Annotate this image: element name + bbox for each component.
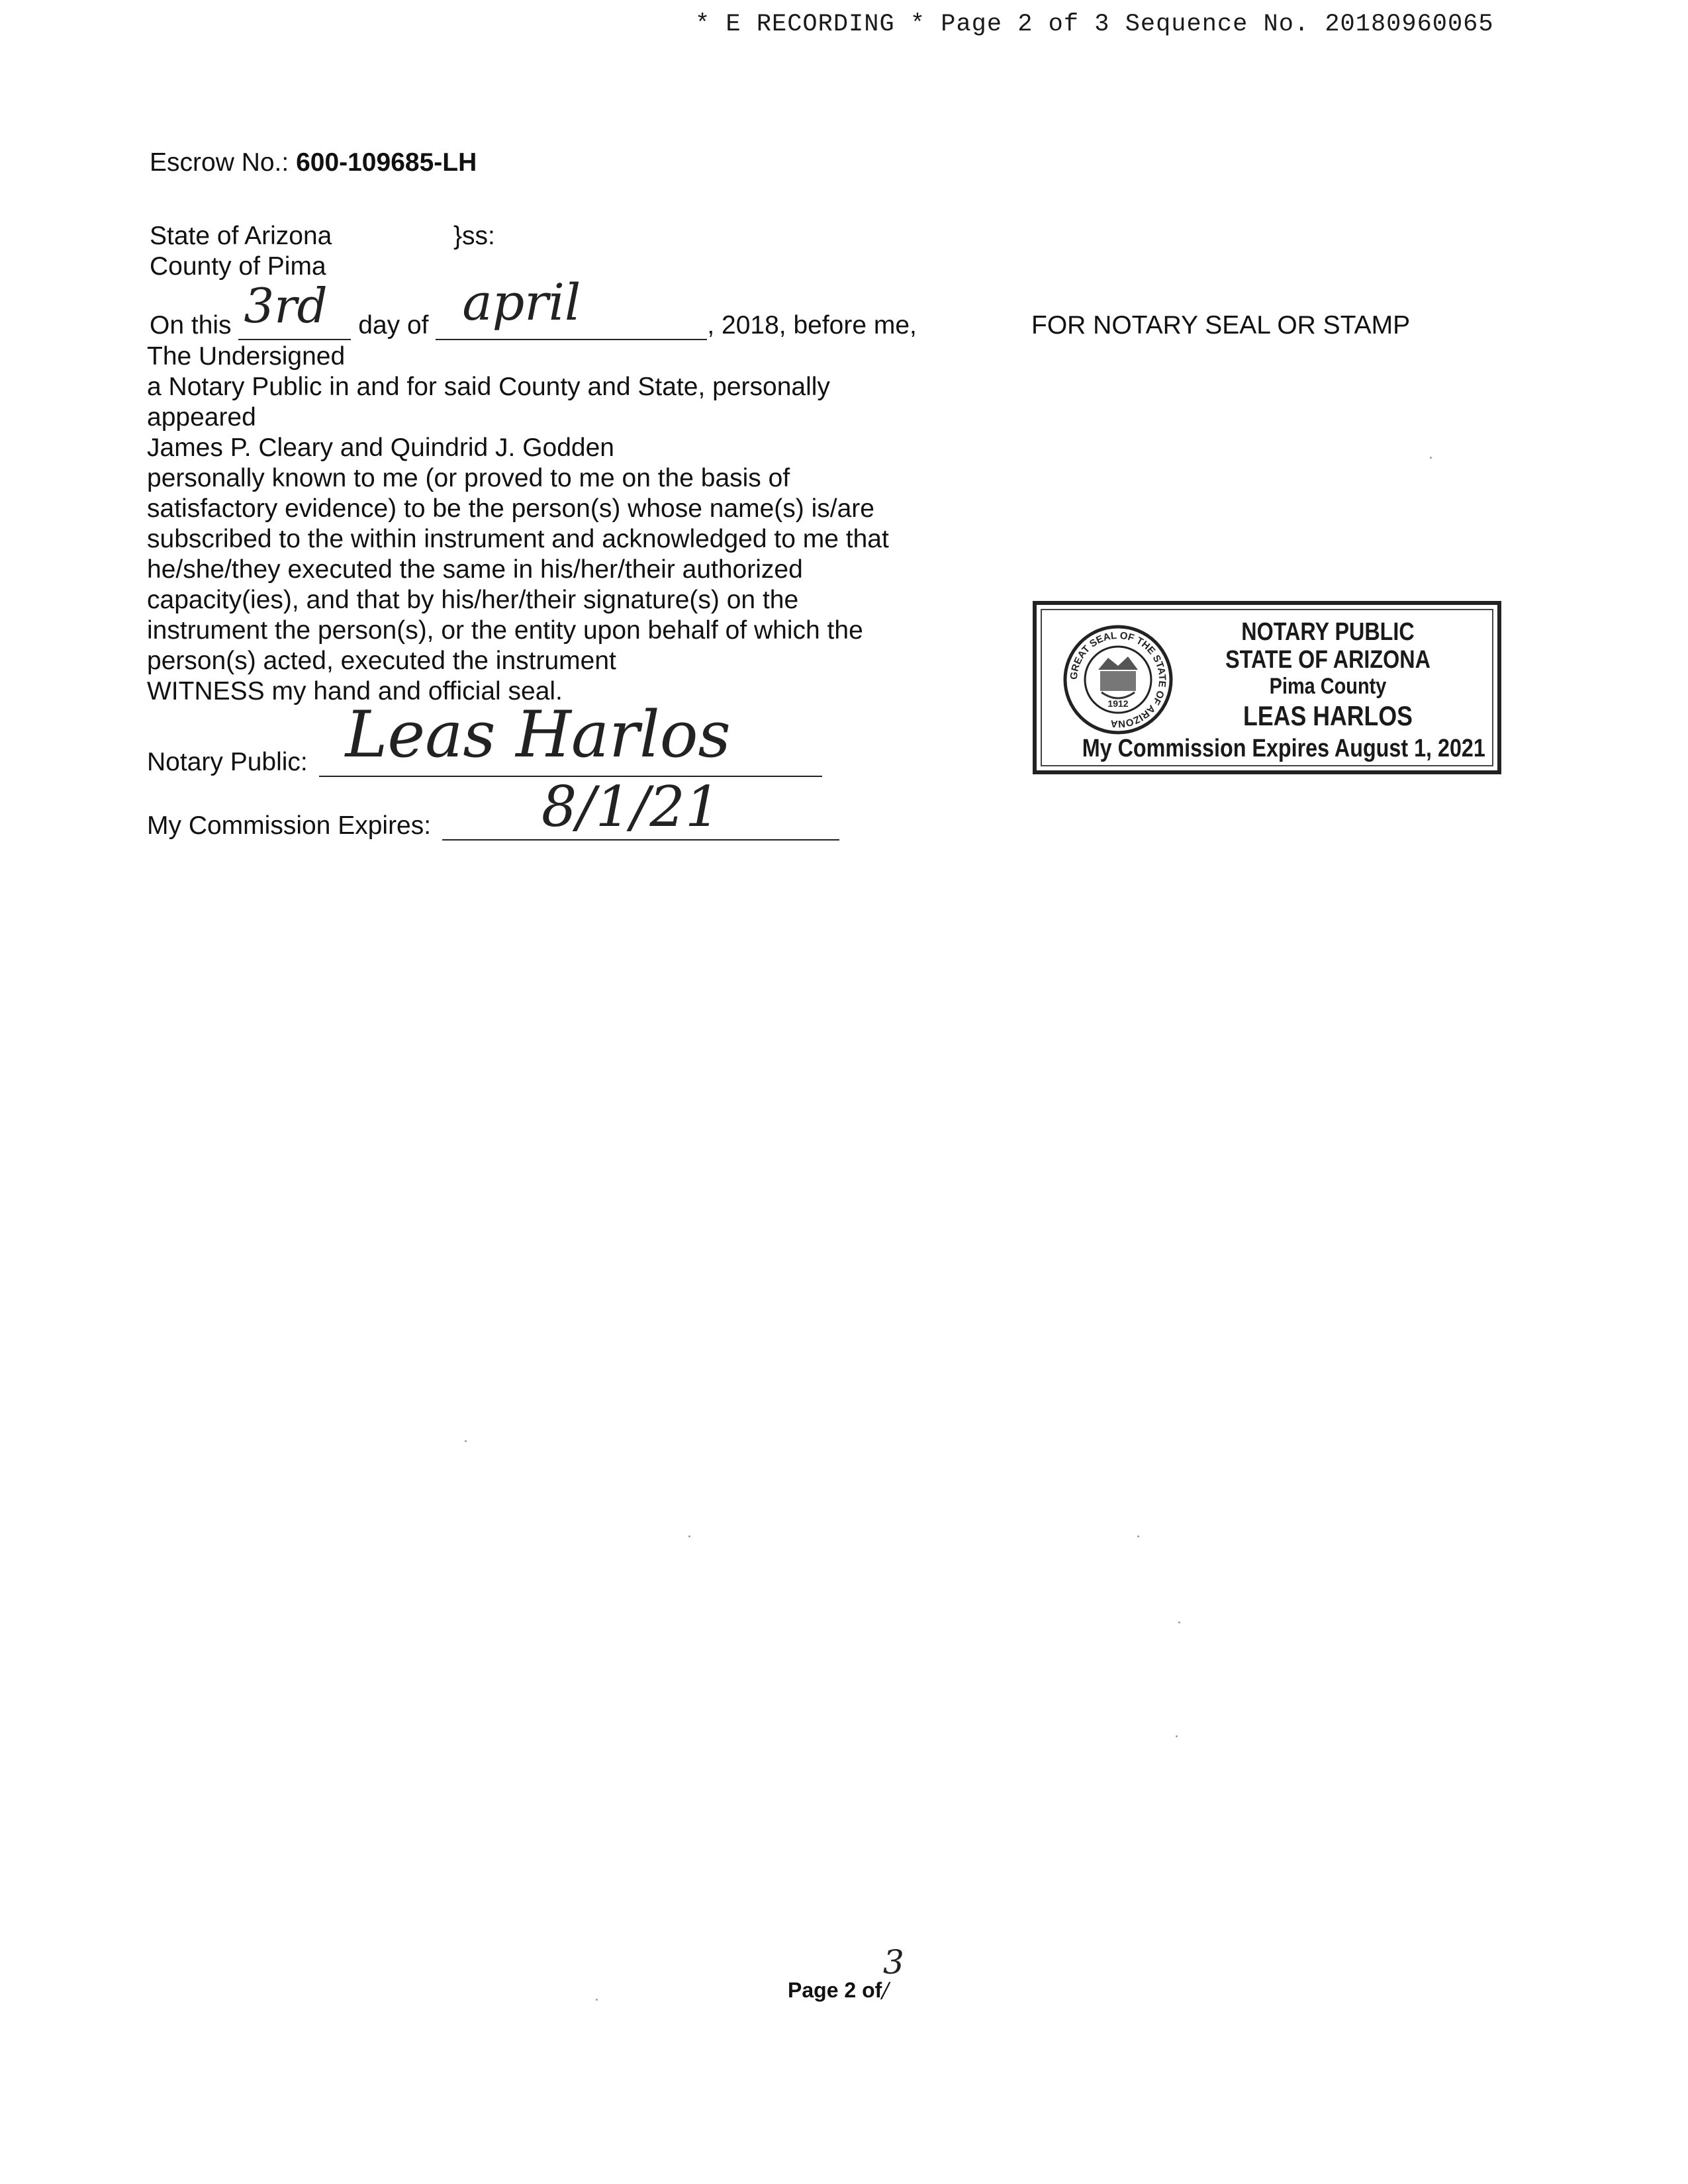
on-this-label: On this: [150, 311, 232, 340]
venue-ss: }ss:: [453, 222, 495, 250]
stamp-state: STATE OF ARIZONA: [1225, 646, 1430, 674]
scan-speck: [596, 1999, 598, 2001]
day-handwritten: 3rd: [244, 278, 328, 334]
ack-line: personally known to me (or proved to me on the basis of: [147, 464, 790, 492]
scan-speck: [465, 1440, 467, 1442]
acknowledgment-paragraph: [147, 341, 968, 707]
ack-line: subscribed to the within instrument and acknowledged to me that: [147, 525, 889, 553]
commission-field: [442, 774, 839, 841]
ack-line: satisfactory evidence) to be the person(s) whose name(s) is/are: [147, 494, 874, 523]
month-handwritten: april: [462, 273, 581, 332]
ack-line: a Notary Public in and for said County and State, personally: [147, 373, 830, 401]
notary-public-line: [147, 698, 822, 777]
commission-line: [147, 774, 839, 841]
venue-state: State of Arizona: [150, 222, 332, 250]
day-field: [238, 278, 351, 340]
ack-line: he/she/they executed the same in his/her/their authorized: [147, 555, 803, 584]
ack-line: James P. Cleary and Quindrid J. Godden: [147, 433, 614, 462]
escrow-number: 600-109685-LH: [296, 148, 477, 177]
scan-speck: [1178, 1621, 1180, 1623]
ack-line: appeared: [147, 403, 256, 432]
ack-line: capacity(ies), and that by his/her/their signature(s) on the: [147, 586, 799, 614]
footer-handwritten-total: 3: [883, 1943, 904, 1981]
arizona-seal-icon: [1062, 623, 1174, 736]
notary-public-label: Notary Public:: [147, 748, 308, 776]
ack-line: person(s) acted, executed the instrument: [147, 647, 616, 675]
venue-county: County of Pima: [150, 252, 326, 281]
scan-speck: [688, 1535, 690, 1537]
escrow-line: [150, 148, 477, 177]
page-footer-text: Page 2 of: [788, 1978, 882, 2002]
day-of-label: day of: [358, 311, 429, 340]
notary-seal-heading: FOR NOTARY SEAL OR STAMP: [1031, 311, 1411, 340]
commission-label: My Commission Expires:: [147, 811, 432, 840]
notary-signature: Leas Harlos: [345, 698, 731, 772]
scan-speck: [1176, 1735, 1178, 1737]
notary-signature-field: [319, 698, 822, 777]
stamp-notary-name: LEAS HARLOS: [1243, 700, 1413, 731]
scan-speck: [1137, 1535, 1139, 1537]
ack-line: The Undersigned: [147, 342, 346, 371]
escrow-label: Escrow No.:: [150, 148, 289, 177]
ack-line: instrument the person(s), or the entity upon behalf of which the: [147, 616, 863, 645]
stamp-county: Pima County: [1269, 674, 1387, 699]
recording-header: * E RECORDING * Page 2 of 3 Sequence No. 20180960065: [695, 11, 1494, 38]
year-text: , 2018, before me,: [707, 311, 917, 340]
stamp-commission: My Commission Expires August 1, 2021: [1082, 735, 1485, 762]
notary-stamp: [1033, 601, 1501, 774]
ack-line: WITNESS my hand and official seal.: [147, 677, 563, 705]
seal-year: 1912: [1107, 698, 1129, 709]
page-footer: [788, 1978, 889, 2003]
commission-handwritten: 8/1/21: [541, 774, 721, 839]
date-line: [150, 273, 917, 340]
month-field: [436, 273, 707, 340]
stamp-notary-public: NOTARY PUBLIC: [1241, 618, 1415, 646]
seal-ring-text: GREAT SEAL OF THE STATE OF ARIZONA: [1068, 629, 1168, 730]
scan-speck: [1430, 457, 1432, 459]
footer-overwritten-number: /: [882, 1978, 890, 2003]
